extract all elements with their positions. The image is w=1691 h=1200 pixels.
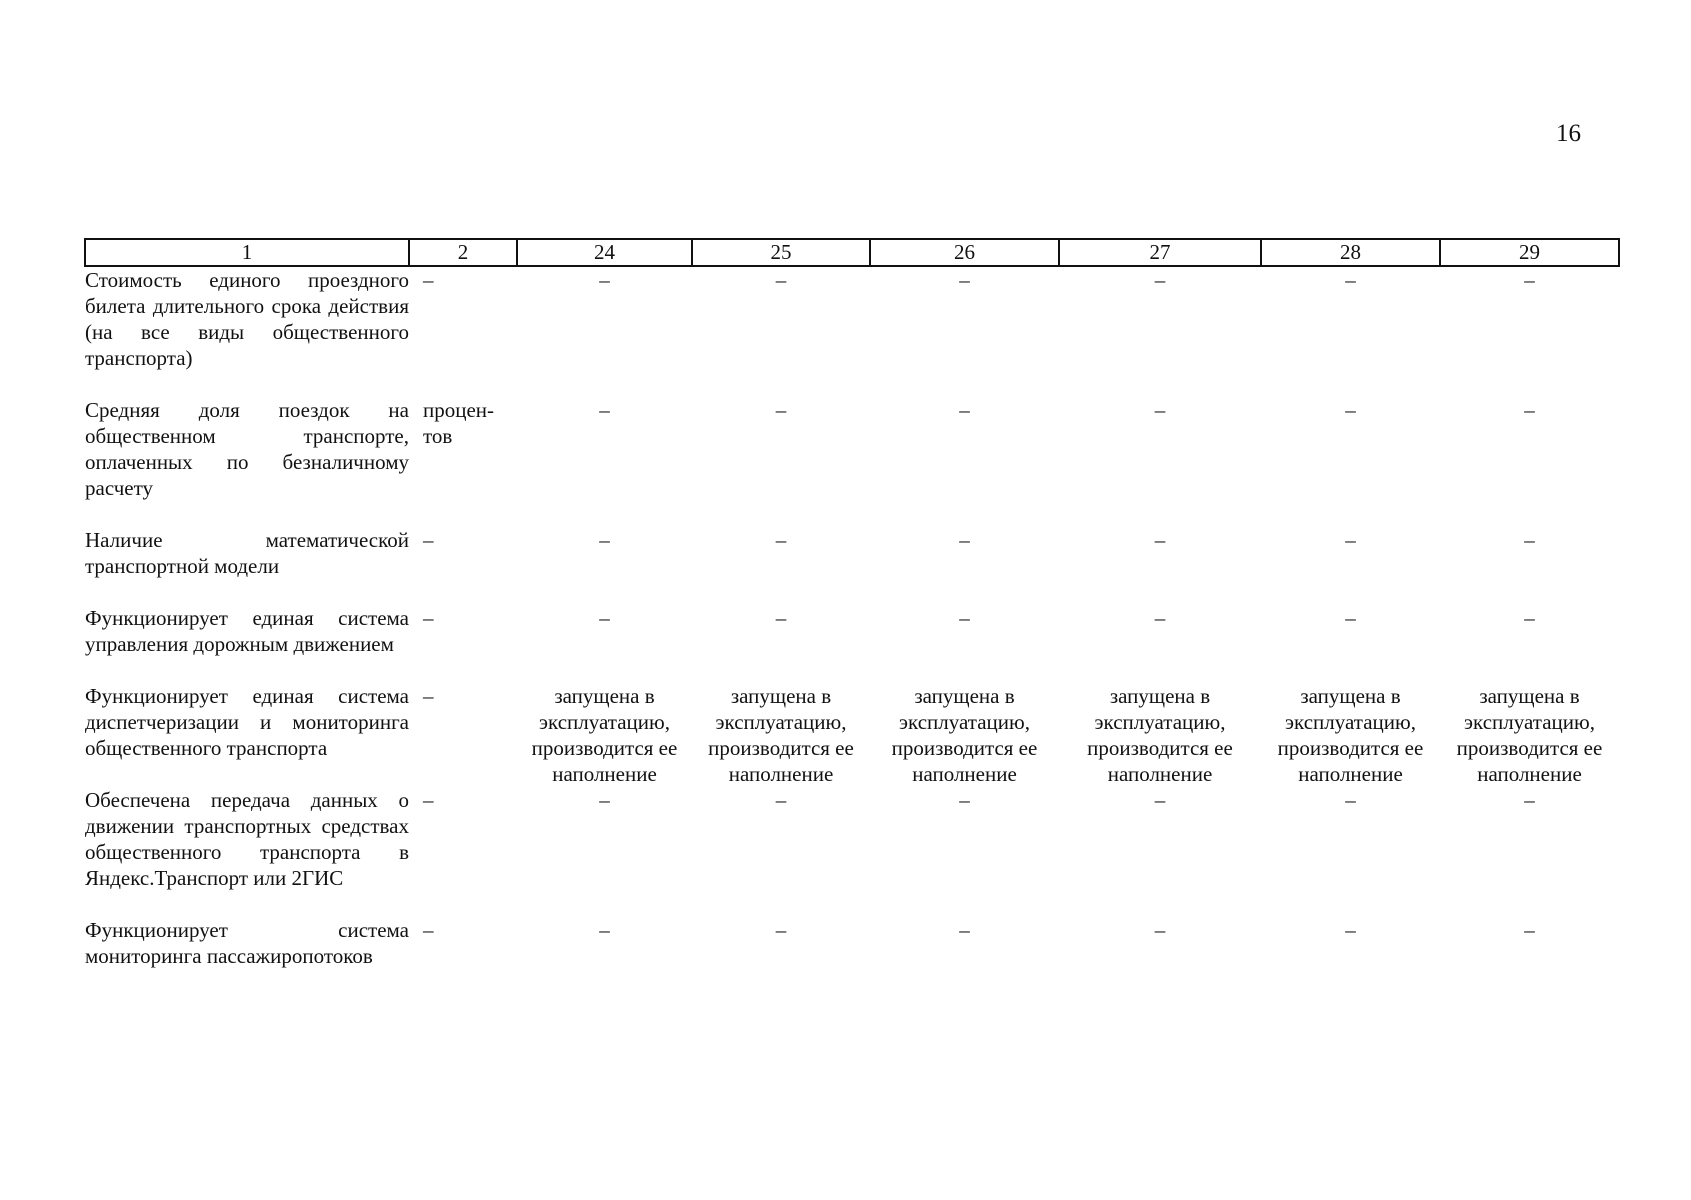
table-row (85, 397, 1619, 527)
value-cell: запущена в эксплуатацию, производится ее наполнение (531, 684, 678, 786)
value-cell: – (599, 528, 610, 552)
value-cell: – (1345, 918, 1356, 942)
value-cell: – (775, 788, 787, 812)
value-cell: – (959, 788, 970, 812)
indicator-cell: Функционирует единая система управления дорожным движением (85, 606, 409, 656)
value-cell: – (1154, 398, 1166, 422)
unit-cell: – (423, 606, 434, 630)
value-cell: – (1524, 268, 1535, 292)
indicator-cell: Стоимость единого проездного билета длительного срока действия (на все виды общественного транспорта) (85, 268, 409, 370)
value-cell: – (1345, 398, 1356, 422)
table-row (85, 683, 1619, 787)
value-cell: – (1524, 528, 1535, 552)
table-row (85, 917, 1619, 969)
value-cell: – (599, 268, 610, 292)
indicator-cell: Функционирует система мониторинга пассажиропотоков (85, 918, 409, 968)
unit-cell: – (423, 684, 434, 708)
value-cell: – (959, 268, 970, 292)
column-header-2: 2 (409, 239, 517, 266)
value-cell: запущена в эксплуатацию, производится ее наполнение (708, 684, 854, 786)
value-cell: запущена в эксплуатацию, производится ее наполнение (1087, 684, 1233, 786)
value-cell: – (1524, 606, 1535, 630)
unit-cell: – (423, 788, 434, 812)
column-header-25: 25 (692, 239, 870, 266)
value-cell: запущена в эксплуатацию, производится ее наполнение (1277, 684, 1424, 786)
indicator-cell: Функционирует единая система диспетчеризации и мониторинга общественного транспорта (85, 684, 409, 760)
value-cell: – (959, 918, 970, 942)
value-cell: – (775, 918, 787, 942)
table-row (85, 527, 1619, 605)
table-row (85, 266, 1619, 397)
value-cell: – (1154, 788, 1166, 812)
value-cell: – (1345, 788, 1356, 812)
indicator-cell: Средняя доля поездок на общественном транспорте, оплаченных по безналичному расчету (85, 398, 409, 500)
column-header-24: 24 (517, 239, 692, 266)
value-cell: – (1154, 268, 1166, 292)
value-cell: – (1524, 398, 1535, 422)
column-header-29: 29 (1440, 239, 1619, 266)
value-cell: – (599, 606, 610, 630)
page-number: 16 (1556, 120, 1581, 147)
value-cell: запущена в эксплуатацию, производится ее наполнение (891, 684, 1038, 786)
unit-cell: процен-тов (423, 398, 495, 448)
value-cell: – (959, 606, 970, 630)
column-header-26: 26 (870, 239, 1059, 266)
value-cell: – (1345, 268, 1356, 292)
indicator-cell: Обеспечена передача данных о движении транспортных средствах общественного транспорта в Яндекс.Транспорт или 2ГИС (85, 788, 409, 890)
value-cell: запущена в эксплуатацию, производится ее наполнение (1456, 684, 1603, 786)
indicator-cell: Наличие математической транспортной модели (85, 528, 409, 578)
column-header-1: 1 (85, 239, 409, 266)
value-cell: – (959, 398, 970, 422)
unit-cell: – (423, 528, 434, 552)
value-cell: – (1524, 918, 1535, 942)
table-header (85, 239, 1619, 266)
unit-cell: – (423, 918, 434, 942)
column-header-27: 27 (1059, 239, 1261, 266)
value-cell: – (1345, 606, 1356, 630)
header-row (85, 239, 1619, 266)
value-cell: – (775, 268, 787, 292)
table-row (85, 605, 1619, 683)
value-cell: – (599, 788, 610, 812)
table-row (85, 787, 1619, 917)
value-cell: – (775, 606, 787, 630)
value-cell: – (599, 398, 610, 422)
value-cell: – (775, 398, 787, 422)
value-cell: – (599, 918, 610, 942)
column-header-28: 28 (1261, 239, 1440, 266)
indicators-table (84, 238, 1620, 969)
value-cell: – (959, 528, 970, 552)
value-cell: – (1345, 528, 1356, 552)
value-cell: – (775, 528, 787, 552)
value-cell: – (1524, 788, 1535, 812)
value-cell: – (1154, 528, 1166, 552)
value-cell: – (1154, 606, 1166, 630)
value-cell: – (1154, 918, 1166, 942)
unit-cell: – (423, 268, 434, 292)
